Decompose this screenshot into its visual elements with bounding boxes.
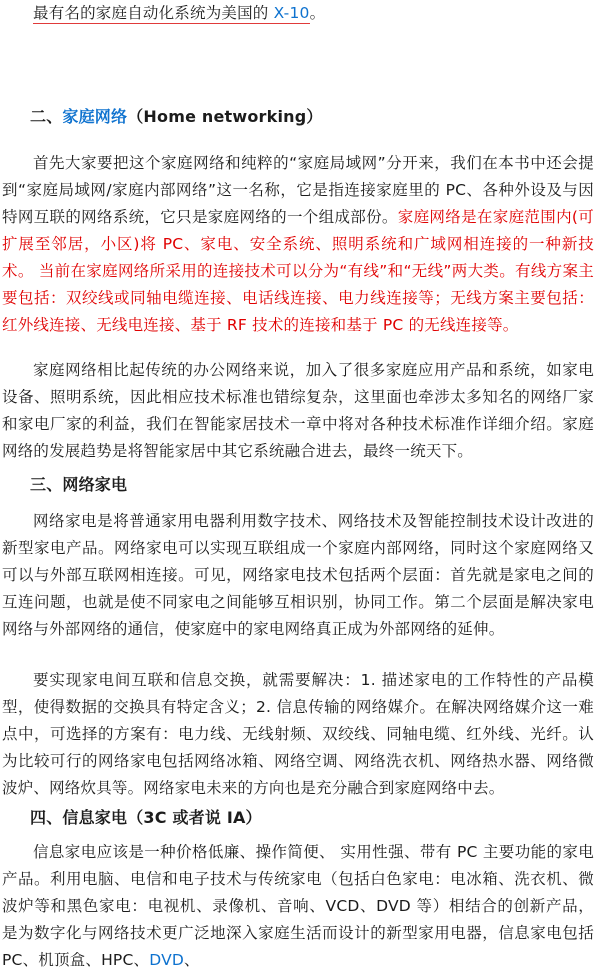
paragraph-home-network-intro bbox=[2, 150, 594, 339]
heading-network-appliance: 三、网络家电 bbox=[30, 475, 128, 494]
paragraph-info-appliance-def bbox=[2, 839, 594, 974]
x10-hyperlink[interactable]: X-10 bbox=[273, 4, 310, 22]
dvd-hyperlink[interactable]: DVD bbox=[149, 951, 185, 969]
paragraph-network-appliance-requirements: 要实现家电间互联和信息交换，就需要解决：1. 描述家电的工作特性的产品模型，使得数据的交换具有特定含义；2. 信息传输的网络媒介。在解决网络媒介这一难点中，可选择的方案有：电力线、无线射频、双绞线、同轴电缆、红外线、光纤。认为比较可行的网络家电包括网络冰箱、网络空调、网络洗衣机、网络热水器、网络微波炉、网络炊具等。网络家电未来的方向也是充分融合到家庭网络中去。 bbox=[2, 671, 594, 797]
lead-paragraph bbox=[2, 0, 594, 27]
heading-title-cn: 家庭网络 bbox=[62, 107, 128, 126]
paragraph-home-network-standards: 家庭网络相比起传统的办公网络来说，加入了很多家庭应用产品和系统，如家电设备、照明系统，因此相应技术标准也错综复杂，这里面也牵涉太多知名的网络厂家和家电厂家的利益，我们在智能家居技术一章中将对各种技术标准作详细介绍。家庭网络的发展趋势是将智能家居中其它系统融合进去，最终一统天下。 bbox=[2, 361, 594, 460]
heading-info-appliance: 四、信息家电（3C 或者说 IA） bbox=[30, 808, 262, 827]
lead-period: 。 bbox=[309, 4, 326, 22]
heading-title-en: （Home networking） bbox=[127, 107, 323, 126]
paragraph-5-text-b: 、 bbox=[184, 951, 200, 969]
paragraph-1-black-text: 首先大家要把这个家庭网络和纯粹的“家庭局域网”分开来，我们在本书中还会提到“家庭局域网/家庭内部网络”这一名称，它是指连接家庭里的 PC、各种外设及与因特网互联的网络系统，它只是家庭网络的一个组成部份。 bbox=[2, 154, 594, 226]
paragraph-5-text-a: 信息家电应该是一种价格低廉、操作简便、 实用性强、带有 PC 主要功能的家电产品。利用电脑、电信和电子技术与传统家电（包括白色家电：电冰箱、洗衣机、微波炉等和黑色家电：电视机、录像机、音响、VCD、DVD 等）相结合的创新产品， 是为数字化与网络技术更广泛地深入家庭生活而设计的新型家用电器，信息家电包括 PC、机顶盒、HPC、 bbox=[2, 843, 594, 969]
heading-home-networking bbox=[2, 103, 594, 130]
paragraph-1-red-text: 家庭网络是在家庭范围内(可扩展至邻居，小区)将 PC、家电、安全系统、照明系统和广域网相连接的一种新技术。 当前在家庭网络所采用的连接技术可以分为“有线”和“无线”两大类。有线方案主要包括：双绞线或同轴电缆连接、电话线连接、电力线连接等；无线方案主要包括：红外线连接、无线电连接、基于 RF 技术的连接和基于 PC 的无线连接等。 bbox=[2, 208, 594, 334]
red-underlined-text bbox=[33, 4, 310, 24]
lead-text: 最有名的家庭自动化系统为美国的 bbox=[33, 4, 274, 22]
heading-number: 二、 bbox=[30, 107, 63, 126]
paragraph-network-appliance-def: 网络家电是将普通家用电器利用数字技术、网络技术及智能控制技术设计改进的新型家电产品。网络家电可以实现互联组成一个家庭内部网络，同时这个家庭网络又可以与外部互联网相连接。可见，网络家电技术包括两个层面：首先就是家电之间的互连问题，也就是使不同家电之间能够互相识别，协同工作。第二个层面是解决家电网络与外部网络的通信，使家庭中的家电网络真正成为外部网络的延伸。 bbox=[2, 512, 594, 638]
